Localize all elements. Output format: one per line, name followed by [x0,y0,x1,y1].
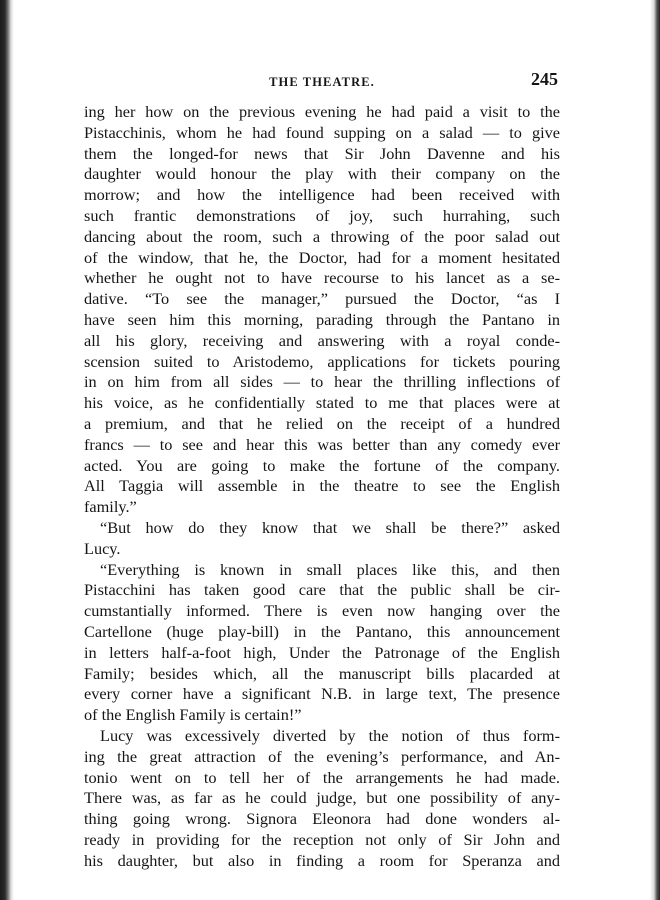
scan-left-edge-shadow [0,0,14,900]
text-line: All Taggia will assemble in the theatre to see the English [84,476,560,496]
text-line: tonio went on to tell her of the arrangements he had made. [84,767,560,787]
text-line: Cartellone (huge play-bill) in the Pantano, this announcement [84,621,560,641]
text-line: Lucy. [84,538,121,558]
text-line: in on him from all sides — to hear the thrilling inflections of [84,372,560,392]
text-line: a premium, and that he relied on the receipt of a hundred [84,413,560,433]
text-line: ing her how on the previous evening he had paid a visit to the [84,102,560,121]
text-line: Lucy was excessively diverted by the notion of thus form- [100,725,560,745]
text-line: “Everything is known in small places like this, and then [100,559,560,579]
text-line: thing going wrong. Signora Eleonora had done wonders al- [84,809,560,829]
text-line: them the longed-for news that Sir John Davenne and his [84,143,560,163]
text-line: morrow; and how the intelligence had been received with [84,185,560,205]
scan-right-edge-shadow [650,0,660,900]
text-line: family.” [84,497,137,517]
text-line: scension suited to Aristodemo, applications for tickets pouring [84,351,560,371]
text-line: acted. You are going to make the fortune of the company. [84,455,560,475]
body-text [84,102,560,871]
text-line: every corner have a significant N.B. in large text, The presence [84,684,560,704]
text-line: of the English Family is certain!” [84,705,302,725]
text-line: dancing about the room, such a throwing of the poor salad out [84,226,560,246]
text-line: francs — to see and hear this was better than any comedy ever [84,434,560,454]
text-line: all his glory, receiving and answering with a royal conde- [84,330,560,350]
text-line: dative. “To see the manager,” pursued the Doctor, “as I [84,289,560,309]
page-number: 245 [531,69,558,89]
text-line: have seen him this morning, parading through the Pantano in [84,309,560,329]
text-line: in letters half-a-foot high, Under the Patronage of the English [84,642,560,662]
text-line: cumstantially informed. There is even now hanging over the [84,601,560,621]
text-line: Family; besides which, all the manuscript bills placarded at [84,663,560,683]
book-page [84,68,560,868]
text-line: daughter would honour the play with their company on the [84,164,560,184]
running-header [84,68,560,94]
text-line: whether he ought not to have recourse to his lancet as a se- [84,268,560,288]
text-line: ready in providing for the reception not only of Sir John and [84,829,560,849]
text-line: such frantic demonstrations of joy, such hurrahing, such [84,205,560,225]
text-line: “But how do they know that we shall be there?” asked [100,517,560,537]
text-line: his voice, as he confidentially stated to me that places were at [84,393,560,413]
text-line: There was, as far as he could judge, but one possibility of any- [84,788,560,808]
text-line: Pistacchini has taken good care that the public shall be cir- [84,580,560,600]
text-line: ing the great attraction of the evening’s performance, and An- [84,746,560,766]
running-title: THE THEATRE. [269,75,375,89]
text-line: Pistacchinis, whom he had found supping on a salad — to give [84,122,560,142]
text-line: of the window, that he, the Doctor, had for a moment hesitated [84,247,560,267]
text-line: his daughter, but also in finding a room for Speranza and [84,850,560,870]
